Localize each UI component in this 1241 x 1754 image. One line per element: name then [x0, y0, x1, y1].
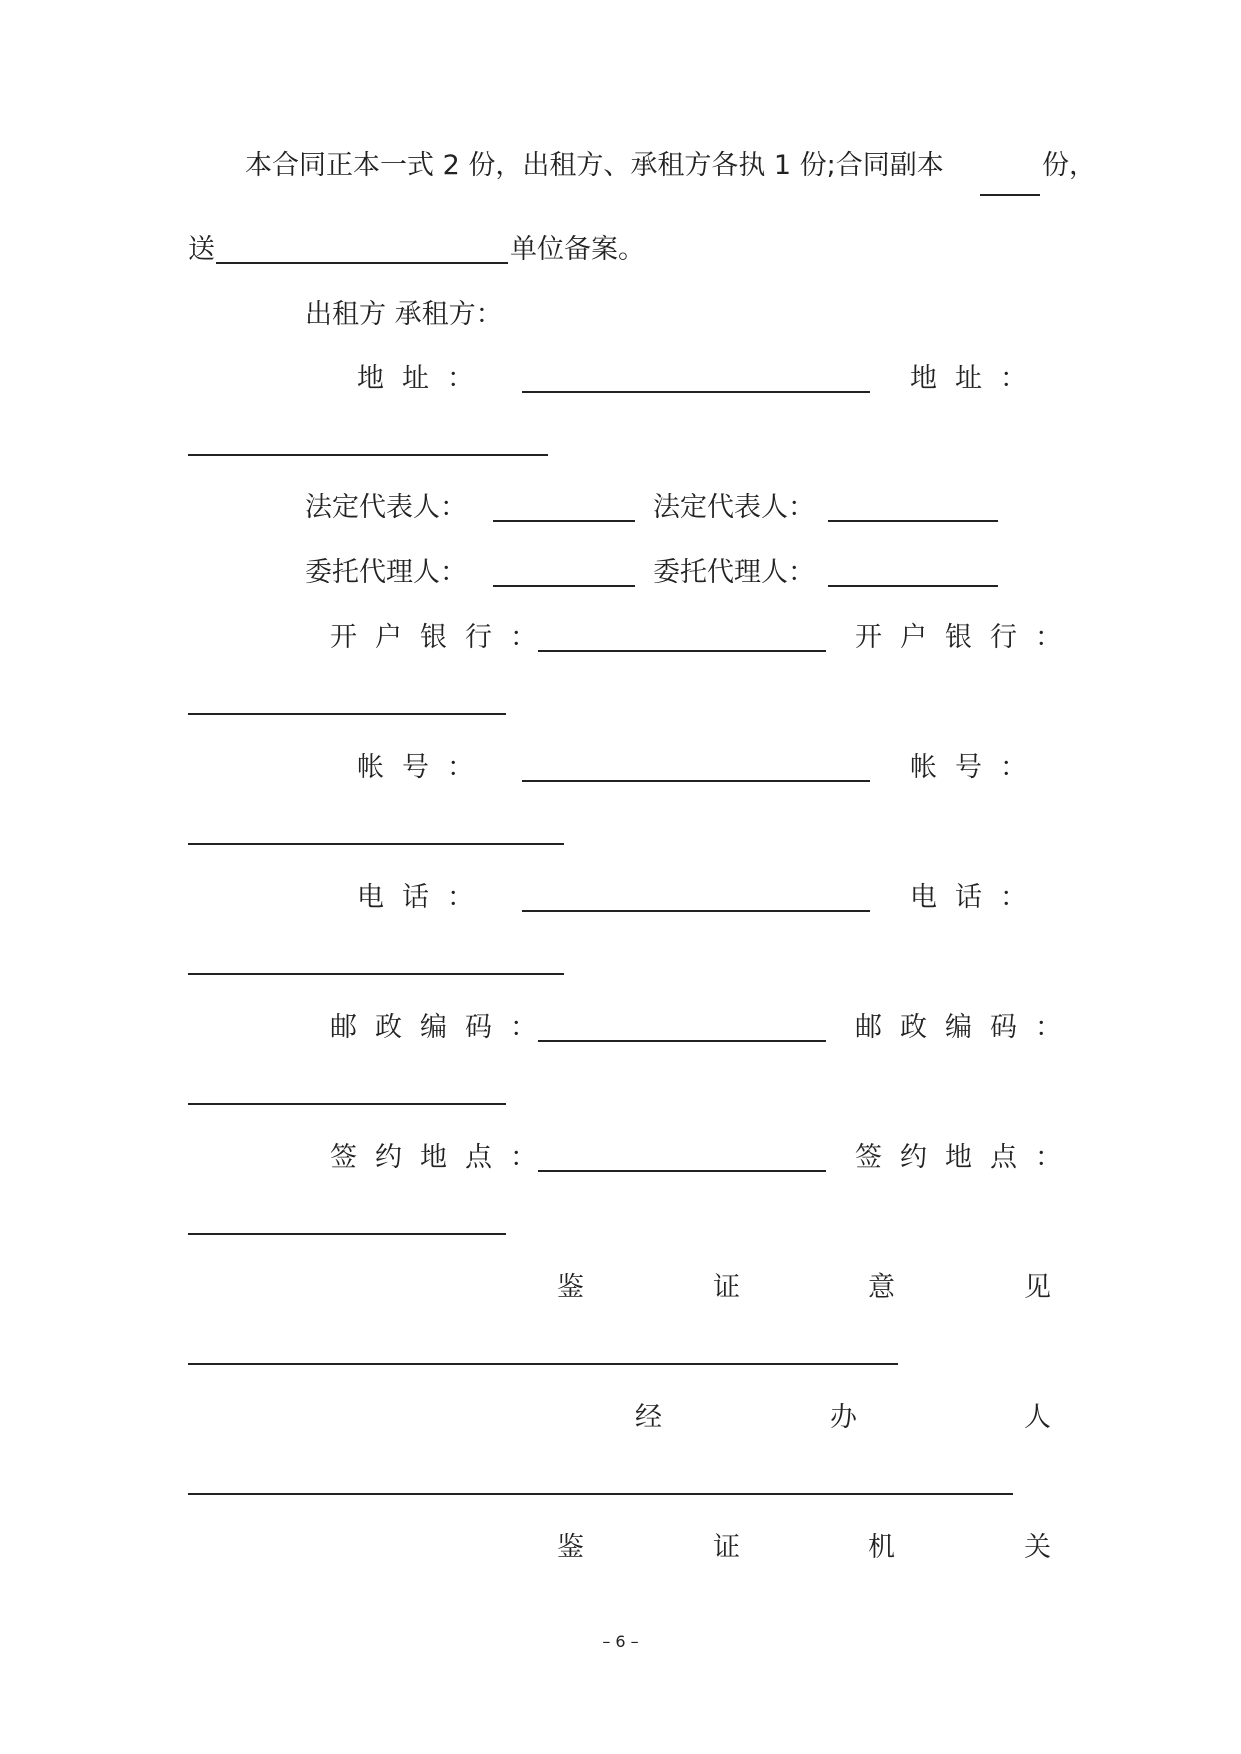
- lessor-account-label: 帐号：: [357, 752, 492, 783]
- lessee-bank-label: 开户银行：: [855, 622, 1080, 653]
- paragraph-line-1-end: 份，: [1042, 150, 1096, 181]
- lessor-postcode-label: 邮政编码：: [330, 1012, 555, 1043]
- opinion-char-2: 证: [713, 1272, 740, 1303]
- lessee-phone-label: 电话：: [910, 882, 1045, 913]
- lessee-bank-blank: [188, 713, 506, 715]
- handler-blank: [188, 1493, 1013, 1495]
- parties-heading: 出租方 承租方：: [305, 299, 503, 330]
- lessor-account-blank: [522, 780, 870, 782]
- handler-char-1: 经: [635, 1402, 662, 1433]
- paragraph-line-1: 本合同正本一式 2 份，出租方、承租方各执 1 份;合同副本: [245, 150, 944, 181]
- lessee-sign-place-blank: [188, 1233, 506, 1235]
- lessee-postcode-label: 邮政编码：: [855, 1012, 1080, 1043]
- lessor-legal-rep-label: 法定代表人：: [305, 492, 467, 523]
- lessee-account-blank: [188, 843, 564, 845]
- lessor-legal-rep-blank: [493, 520, 635, 522]
- lessor-postcode-blank: [538, 1040, 826, 1042]
- lessor-bank-label: 开户银行：: [330, 622, 555, 653]
- lessee-agent-label: 委托代理人：: [653, 557, 815, 588]
- lessor-address-label: 地址：: [357, 363, 492, 394]
- lessor-phone-blank: [522, 910, 870, 912]
- authority-char-3: 机: [868, 1532, 895, 1563]
- opinion-char-1: 鉴: [557, 1272, 584, 1303]
- opinion-char-4: 见: [1024, 1272, 1051, 1303]
- lessor-agent-label: 委托代理人：: [305, 557, 467, 588]
- lessor-phone-label: 电话：: [357, 882, 492, 913]
- lessee-agent-blank: [828, 585, 998, 587]
- lessee-sign-place-label: 签约地点：: [855, 1142, 1080, 1173]
- page-number: – 6 –: [602, 1632, 639, 1651]
- lessor-sign-place-blank: [538, 1170, 826, 1172]
- lessor-sign-place-label: 签约地点：: [330, 1142, 555, 1173]
- handler-char-3: 人: [1024, 1402, 1051, 1433]
- authority-char-1: 鉴: [557, 1532, 584, 1563]
- opinion-blank: [188, 1363, 898, 1365]
- lessor-agent-blank: [493, 585, 635, 587]
- handler-char-2: 办: [830, 1402, 857, 1433]
- lessee-address-blank: [188, 454, 548, 456]
- lessee-postcode-blank: [188, 1103, 506, 1105]
- paragraph-line-2-start: 送: [188, 234, 215, 265]
- lessee-legal-rep-label: 法定代表人：: [653, 492, 815, 523]
- copies-blank: [980, 194, 1040, 196]
- lessee-account-label: 帐号：: [910, 752, 1045, 783]
- lessor-bank-blank: [538, 650, 826, 652]
- authority-char-4: 关: [1024, 1532, 1051, 1563]
- filing-unit-blank: [216, 262, 508, 264]
- authority-char-2: 证: [713, 1532, 740, 1563]
- lessee-phone-blank: [188, 973, 564, 975]
- lessee-address-label: 地址：: [910, 363, 1045, 394]
- opinion-char-3: 意: [868, 1272, 895, 1303]
- lessor-address-blank: [522, 391, 870, 393]
- lessee-legal-rep-blank: [828, 520, 998, 522]
- paragraph-line-2-end: 单位备案。: [510, 234, 645, 265]
